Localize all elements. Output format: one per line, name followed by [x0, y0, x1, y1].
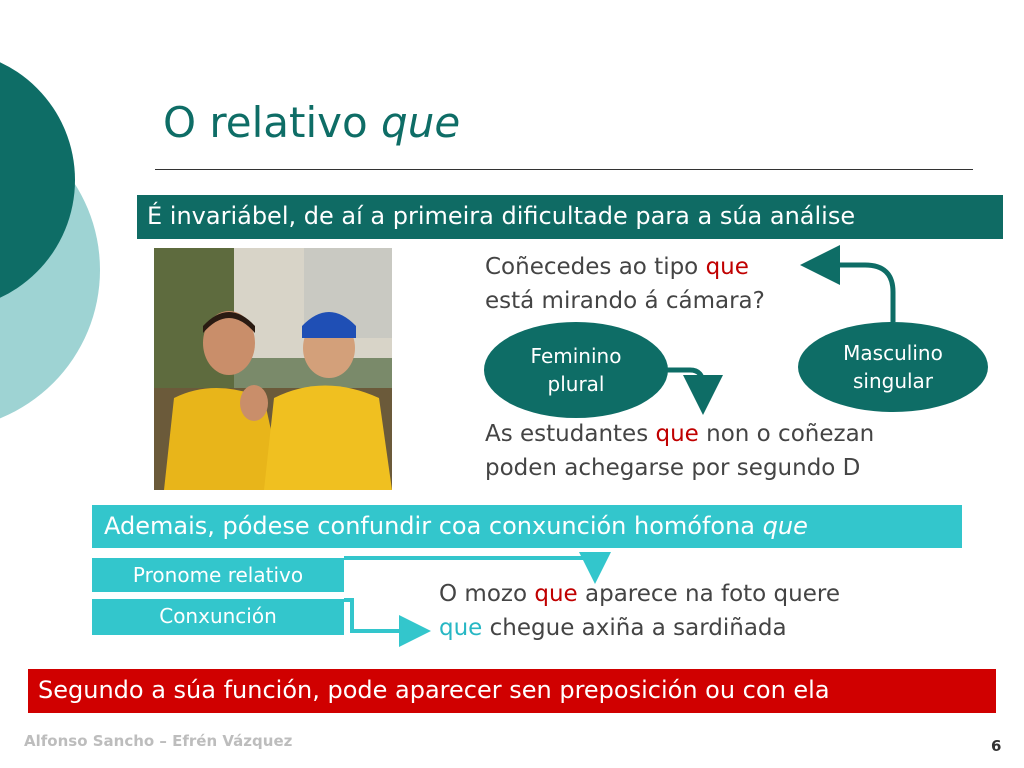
photo-of-two-people: [154, 248, 392, 490]
invariable-banner: É invariábel, de aí a primeira dificultade para a súa análise: [137, 195, 1003, 239]
arrow-feminino-icon: [664, 370, 703, 395]
footer-authors: Alfonso Sancho – Efrén Vázquez: [24, 732, 293, 750]
page-title: O relativo que: [163, 98, 461, 147]
arrow-masculino-icon: [820, 265, 893, 322]
box-pronome-relativo: Pronome relativo: [92, 558, 344, 592]
arrow-conxuncion-icon: [344, 600, 415, 631]
title-divider: [155, 169, 973, 170]
box-conxuncion: Conxunción: [92, 599, 344, 635]
decorative-circles: [0, 0, 130, 420]
confusion-banner: Ademais, pódese confundir coa conxunción homófona que: [92, 505, 962, 548]
function-banner: Segundo a súa función, pode aparecer sen preposición ou con ela: [28, 669, 996, 713]
sentence-mozo: O mozo que aparece na foto quere que chegue axiña a sardiñada: [439, 581, 840, 641]
arrow-pronome-icon: [344, 558, 595, 568]
question-camera: Coñecedes ao tipo que está mirando á cámara?: [485, 254, 765, 314]
sentence-estudantes: As estudantes que non o coñezan poden achegarse por segundo D: [485, 421, 875, 481]
oval-masculino-singular: Masculino singular: [798, 322, 988, 412]
oval-feminino-plural: Feminino plural: [484, 322, 668, 418]
page-number: 6: [991, 737, 1002, 755]
